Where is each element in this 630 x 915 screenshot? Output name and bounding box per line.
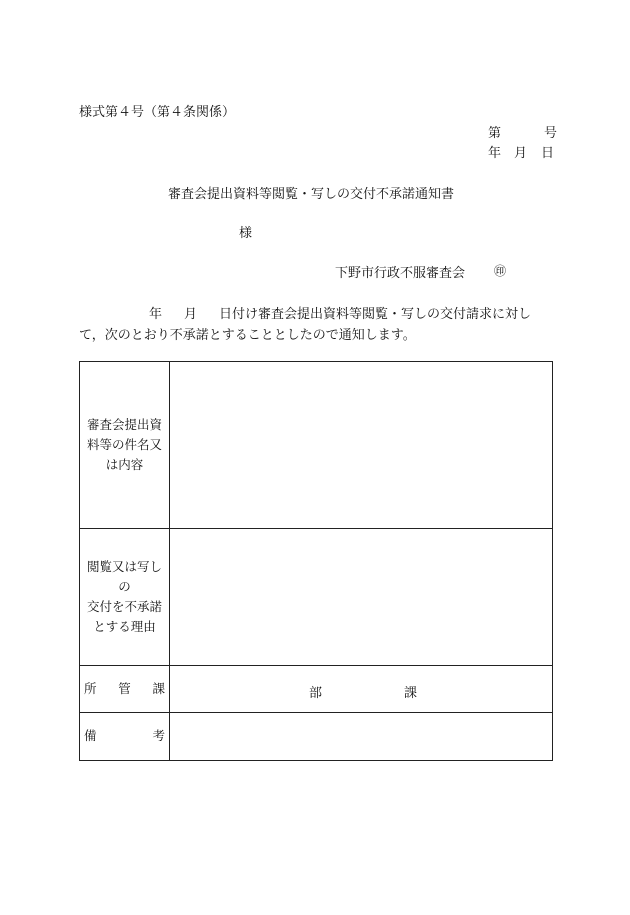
table-row	[80, 665, 553, 712]
number-prefix: 第	[488, 126, 502, 141]
body-line-1	[149, 303, 531, 322]
form-number-label: 様式第４号（第４条関係）	[79, 105, 236, 120]
notice-form-table	[79, 361, 553, 761]
department-value[interactable]	[170, 665, 553, 712]
table-row	[80, 712, 553, 760]
dept-label: 部	[309, 685, 323, 701]
year-label: 年	[488, 146, 502, 161]
refusal-reason-label: 閲覧又は写し の 交付を不承諾 とする理由	[80, 529, 170, 665]
addressee-suffix: 様	[239, 226, 253, 241]
remarks-label: 備 考	[80, 712, 170, 760]
month-label: 月	[514, 146, 528, 161]
document-name-value[interactable]	[170, 362, 553, 529]
refusal-reason-value[interactable]	[170, 529, 553, 665]
day-label: 日	[541, 146, 555, 161]
document-name-label: 審査会提出資 料等の件名又 は内容	[80, 362, 170, 529]
body-year: 年	[149, 307, 163, 322]
document-number-line	[488, 122, 557, 141]
issuer-name: 下野市行政不服審査会	[335, 266, 466, 281]
table-row	[80, 529, 553, 665]
department-label: 所 管 課	[80, 665, 170, 712]
section-label: 課	[404, 685, 418, 701]
body-line-2: て，次のとおり不承諾とすることとしたので通知します。	[79, 328, 416, 343]
body-line-1-text: 日付け審査会提出資料等閲覧・写しの交付請求に対し	[219, 307, 532, 322]
number-suffix: 号	[544, 126, 558, 141]
table-row	[80, 362, 553, 529]
seal-mark: ㊞	[494, 264, 507, 278]
issue-date-line	[488, 142, 554, 161]
body-month: 月	[184, 307, 198, 322]
document-title: 審査会提出資料等閲覧・写しの交付不承諾通知書	[168, 187, 455, 202]
remarks-value[interactable]	[170, 712, 553, 760]
